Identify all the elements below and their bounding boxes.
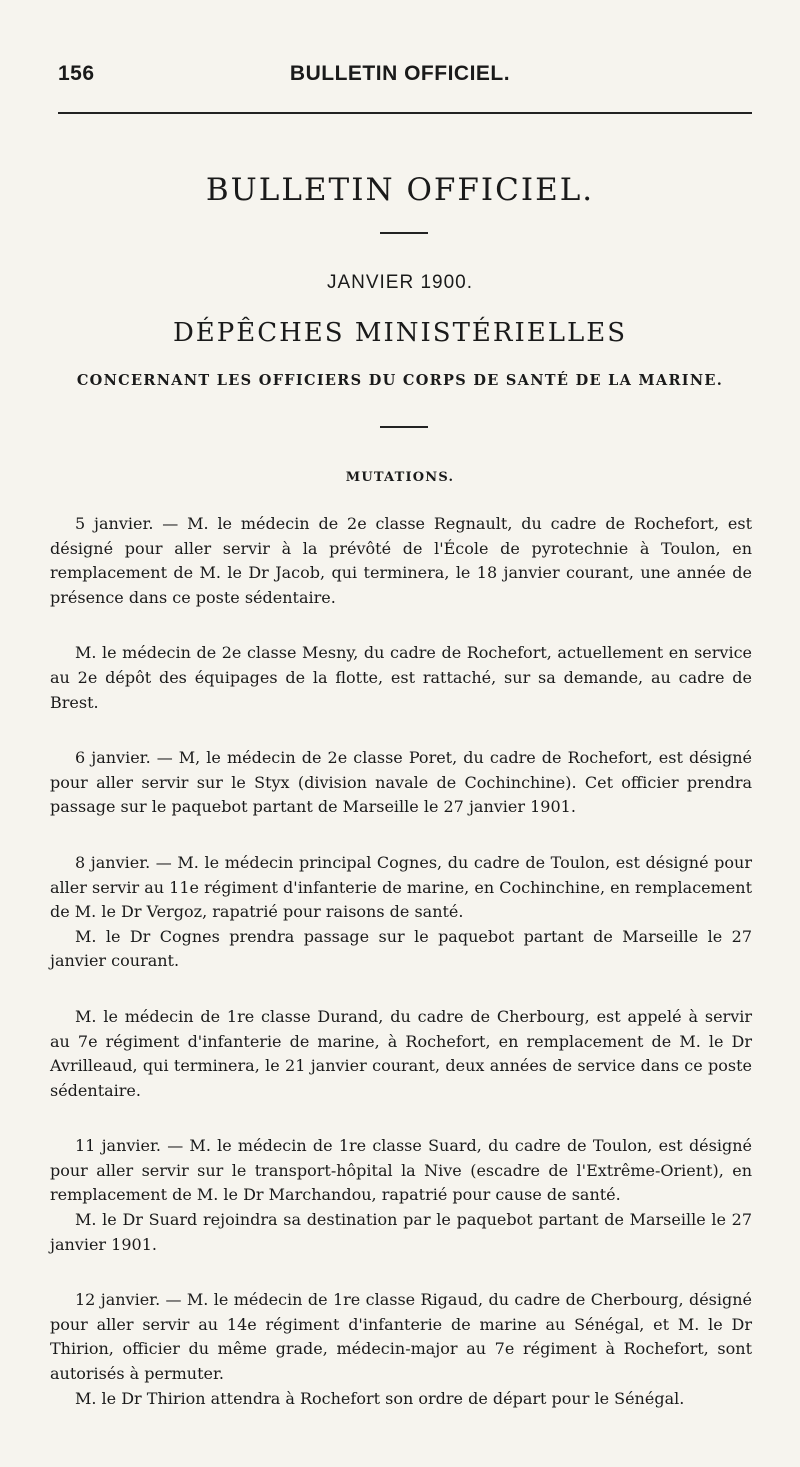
running-header [58, 62, 742, 96]
paragraph-5-janvier: 5 janvier. — M. le médecin de 2e classe Regnault, du cadre de Rochefort, est désigné pour aller servir à la prévôté de l'École de pyrotechnie à Toulon, en remplacement de M. le Dr Jacob, qui terminera, le 18 janvier courant, une année de présence dans ce poste sédentaire. [50, 514, 752, 607]
section-subtitle: CONCERNANT LES OFFICIERS DU CORPS DE SANTÉ DE LA MARINE. [76, 372, 724, 389]
paragraph-12-janvier: 12 janvier. — M. le médecin de 1re classe Rigaud, du cadre de Cherbourg, désigné pour aller servir au 14e régiment d'infanterie de marine au Sénégal, et M. le Dr Thirion, officier du même grade, médecin-major au 7e régiment à Rochefort, sont autorisés à permuter. [50, 1290, 752, 1384]
mutations-heading: MUTATIONS. [345, 470, 455, 485]
bulletin-title: BULLETIN OFFICIEL. [205, 172, 595, 208]
header-rule [58, 112, 752, 114]
paragraph-mesny: M. le médecin de 2e classe Mesny, du cadre de Rochefort, actuellement en service au 2e dépôt des équipages de la flotte, est rattaché, sur sa demande, au cadre de Brest. [50, 643, 752, 712]
paragraph-durand: M. le médecin de 1re classe Durand, du cadre de Cherbourg, est appelé à servir au 7e régiment d'infanterie de marine, à Rochefort, en remplacement de M. le Dr Avrilleaud, qui terminera, le 21 janvier courant, deux années de service dans ce poste sédentaire. [50, 1006, 752, 1100]
paragraph-cognes: M. le Dr Cognes prendra passage sur le paquebot partant de Marseille le 27 janvier courant. [50, 926, 752, 971]
paragraph-suard: M. le Dr Suard rejoindra sa destination par le paquebot partant de Marseille le 27 janvier 1901. [50, 1210, 752, 1254]
running-title: BULLETIN OFFICIEL. [289, 62, 511, 85]
month-heading: JANVIER 1900. [326, 272, 474, 293]
title-divider [380, 232, 428, 234]
section-divider [380, 426, 428, 428]
page-number: 156 [58, 62, 95, 85]
body-text [50, 512, 752, 1411]
paragraph-thirion: M. le Dr Thirion attendra à Rochefort son ordre de départ pour le Sénégal. [75, 1388, 685, 1408]
paragraph-8-janvier: 8 janvier. — M. le médecin principal Cognes, du cadre de Toulon, est désigné pour aller servir au 11e régiment d'infanterie de marine, en Cochinchine, en remplacement de M. le Dr Vergoz, rapatrié pour raisons de santé. [50, 852, 752, 922]
paragraph-6-janvier: 6 janvier. — M, le médecin de 2e classe Poret, du cadre de Rochefort, est désigné pour aller servir sur le Styx (division navale de Cochinchine). Cet officier prendra passage sur le paquebot partant de Marseille le 27 janvier 1901. [50, 748, 752, 817]
paragraph-11-janvier: 11 janvier. — M. le médecin de 1re classe Suard, du cadre de Toulon, est désigné pour aller servir sur le transport-hôpital la Nive (escadre de l'Extrême-Orient), en remplacement de M. le Dr Marchandou, rapatrié pour cause de santé. [50, 1136, 752, 1205]
section-title: DÉPÊCHES MINISTÉRIELLES [172, 318, 628, 348]
